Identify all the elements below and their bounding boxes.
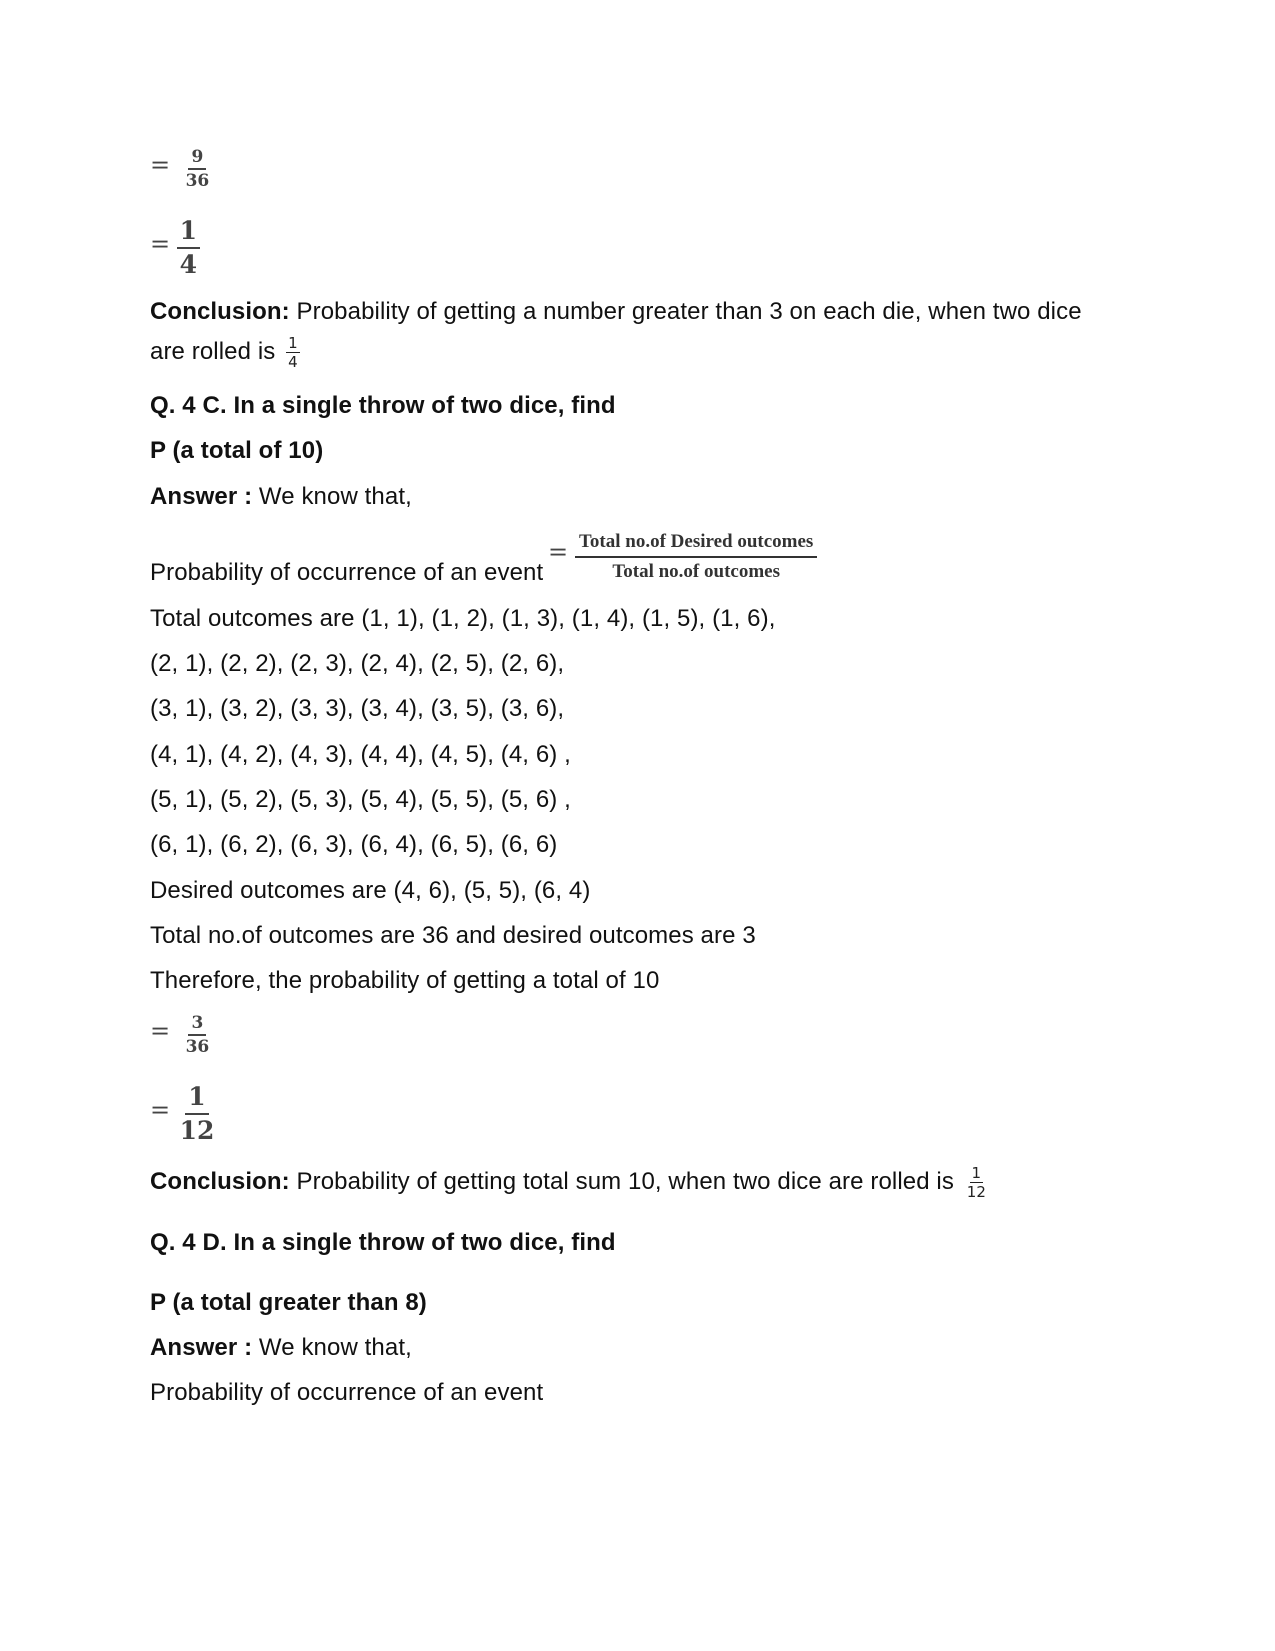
outcomes-line: (3, 1), (3, 2), (3, 3), (3, 4), (3, 5), (3, 6), [150,695,565,722]
answer-line [150,482,412,512]
numerator: 1 [288,334,298,352]
conclusion-paragraph [150,1164,988,1201]
answer-text: We know that, [252,1334,412,1361]
answer-line [150,1333,412,1363]
outcomes-line: (4, 1), (4, 2), (4, 3), (4, 4), (4, 5), (4, 6) , [150,741,571,768]
fraction-9-36 [150,146,212,192]
therefore-line: Therefore, the probability of getting a total of 10 [150,967,660,994]
equals-sign: = [150,1096,171,1125]
fraction [183,1012,213,1058]
outcomes-line: Total outcomes are (1, 1), (1, 2), (1, 3), (1, 4), (1, 5), (1, 6), [150,605,776,632]
formula-fraction [575,528,817,586]
denominator: 4 [288,353,298,371]
outcomes-line: (6, 1), (6, 2), (6, 3), (6, 4), (6, 5), (6, 6) [150,831,558,858]
outcomes-line: (5, 1), (5, 2), (5, 3), (5, 4), (5, 5), (5, 6) , [150,786,571,813]
answer-text: We know that, [252,483,412,510]
numerator: 3 [188,1012,206,1036]
formula-numerator: Total no.of Desired outcomes [575,528,817,558]
inline-fraction [965,1164,988,1201]
numerator: 1 [177,215,200,249]
answer-label: Answer : [150,1334,253,1361]
question-subheading: P (a total greater than 8) [150,1289,427,1316]
fraction [183,146,213,192]
question-heading: Q. 4 C. In a single throw of two dice, find [150,392,616,419]
numerator: 1 [971,1164,982,1182]
formula-label: Probability of occurrence of an event [150,1379,544,1406]
question-subheading: P (a total of 10) [150,437,324,464]
conclusion-text: are rolled is [150,337,283,365]
fraction [177,1081,218,1147]
equals-sign: = [150,1017,171,1046]
denominator: 36 [185,171,210,191]
conclusion-label: Conclusion: [150,1167,290,1195]
denominator: 12 [966,1183,987,1201]
conclusion-label: Conclusion: [150,298,290,325]
equals-sign: = [150,230,171,259]
conclusion-text: Probability of getting total sum 10, when two dice are rolled is [289,1167,961,1195]
denominator: 36 [185,1037,210,1057]
inline-fraction [286,334,300,371]
outcomes-line: (2, 1), (2, 2), (2, 3), (2, 4), (2, 5), (2, 6), [150,650,565,677]
fraction [177,215,200,281]
fraction-3-36 [150,1012,212,1058]
numerator: 9 [188,146,206,170]
equals-sign: = [548,538,569,566]
conclusion-text: Probability of getting a number greater than 3 on each die, when two dice [289,298,1082,325]
fraction-1-12 [150,1081,217,1147]
denominator: 12 [179,1116,215,1145]
formula-label: Probability of occurrence of an event [150,559,544,586]
question-heading: Q. 4 D. In a single throw of two dice, find [150,1229,616,1256]
denominator: 4 [179,250,197,279]
desired-outcomes: Desired outcomes are (4, 6), (5, 5), (6, 4) [150,877,591,904]
conclusion-paragraph [150,297,1082,327]
fraction-1-4 [150,215,200,281]
answer-label: Answer : [150,483,253,510]
conclusion-paragraph-line2 [150,334,300,371]
totals-line: Total no.of outcomes are 36 and desired outcomes are 3 [150,922,756,949]
formula-denominator: Total no.of outcomes [612,561,780,582]
equals-sign: = [150,151,171,180]
numerator: 1 [185,1081,208,1115]
